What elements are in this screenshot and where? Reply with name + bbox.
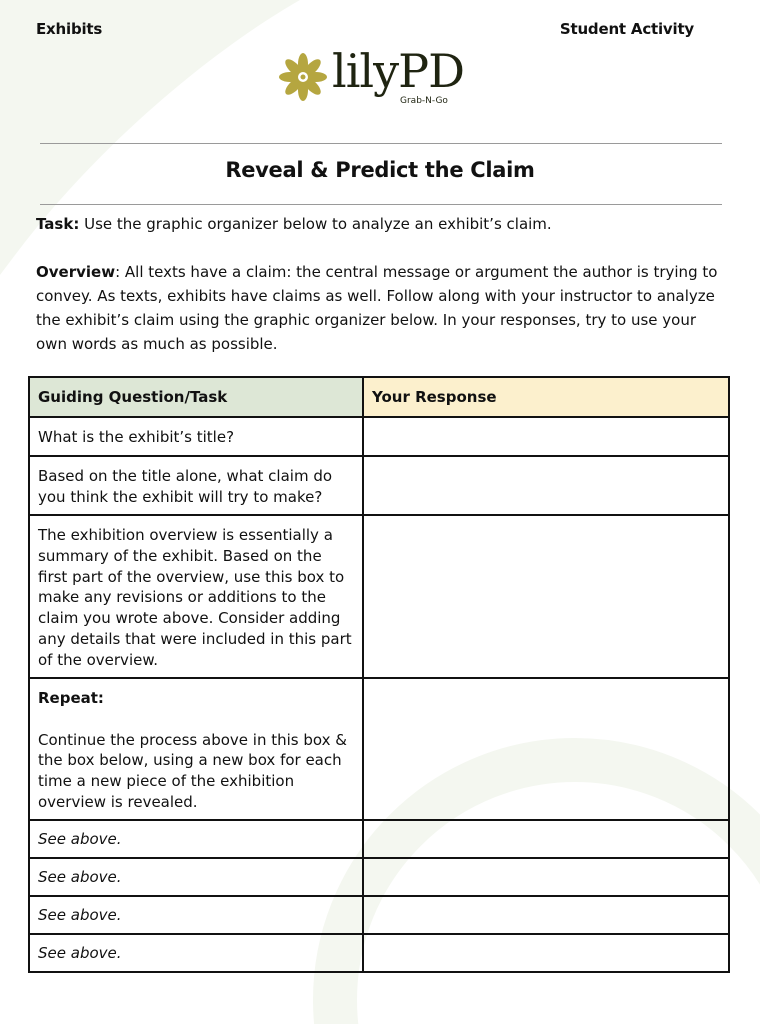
table-row	[29, 515, 729, 678]
response-cell[interactable]	[363, 515, 729, 678]
repeat-label: Repeat:	[38, 689, 104, 707]
overview-text: : All texts have a claim: the central message or argument the author is trying to convey. As texts, exhibits have claims as well. Follow along with your instructor to analyze the exhibit’s claim using the graphic organizer below. In your responses, try to use your own words as much as possible.	[36, 263, 718, 353]
question-cell: What is the exhibit’s title?	[29, 417, 363, 456]
header-category: Exhibits	[36, 20, 103, 38]
response-cell[interactable]	[363, 820, 729, 858]
question-cell: See above.	[29, 934, 363, 972]
repeat-instructions: Continue the process above in this box & the box below, using a new box for each time a new piece of the exhibition overview is revealed.	[38, 730, 347, 811]
logo-wordmark: lilyPD	[332, 44, 464, 98]
question-cell	[29, 678, 363, 820]
table-row	[29, 934, 729, 972]
question-cell: See above.	[29, 820, 363, 858]
table-row	[29, 678, 729, 820]
table-row	[29, 858, 729, 896]
question-cell: The exhibition overview is essentially a summary of the exhibit. Based on the first part of the overview, use this box to make any revisions or additions to the claim you wrote above. Consider adding any details that were included in this part of the overview.	[29, 515, 363, 678]
response-cell[interactable]	[363, 678, 729, 820]
response-cell[interactable]	[363, 896, 729, 934]
question-cell: See above.	[29, 858, 363, 896]
question-cell: See above.	[29, 896, 363, 934]
question-cell: Based on the title alone, what claim do you think the exhibit will try to make?	[29, 456, 363, 515]
response-cell[interactable]	[363, 858, 729, 896]
task-paragraph	[36, 212, 726, 236]
divider-top	[40, 143, 722, 144]
table-row	[29, 417, 729, 456]
divider-bottom	[40, 204, 722, 205]
response-cell[interactable]	[363, 417, 729, 456]
table-row	[29, 820, 729, 858]
task-text: Use the graphic organizer below to analyze an exhibit’s claim.	[79, 215, 552, 233]
response-cell[interactable]	[363, 456, 729, 515]
lily-flower-icon	[278, 52, 328, 102]
overview-paragraph	[36, 260, 726, 356]
header-activity-type: Student Activity	[559, 20, 694, 38]
overview-label: Overview	[36, 263, 116, 281]
header-guiding-question: Guiding Question/Task	[29, 377, 363, 417]
header-your-response: Your Response	[363, 377, 729, 417]
graphic-organizer-table	[28, 376, 730, 973]
table-header-row	[29, 377, 729, 417]
response-cell[interactable]	[363, 934, 729, 972]
table-row	[29, 896, 729, 934]
logo-subtitle: Grab-N-Go	[400, 96, 448, 106]
table-row	[29, 456, 729, 515]
task-label: Task:	[36, 215, 80, 233]
lilypd-logo	[278, 44, 498, 110]
page-title: Reveal & Predict the Claim	[225, 158, 535, 182]
